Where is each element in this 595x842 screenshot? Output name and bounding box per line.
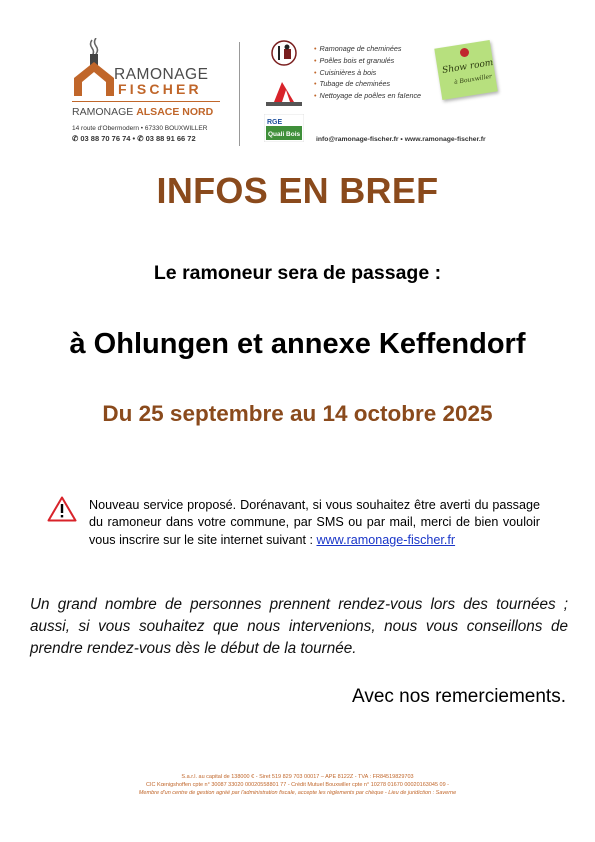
brand-surname: FISCHER [118, 81, 202, 97]
brand-subtitle: RAMONAGE ALSACE NORD [72, 106, 214, 118]
website-link[interactable]: www.ramonage-fischer.fr [316, 532, 456, 547]
contact-info: info@ramonage-fischer.fr • www.ramonage-fischer.fr [316, 136, 486, 143]
company-logo [72, 38, 118, 98]
service-item: • Nettoyage de poêles en faïence [314, 91, 422, 101]
closing-thanks: Avec nos remerciements. [351, 686, 566, 707]
footer-membership-line: Membre d'un centre de gestion agréé par l'administration fiscale, accepte les règlements par chèque - Lieu de juridiction : Saverne [138, 790, 457, 796]
chimney-sweep-badge-icon [264, 40, 304, 66]
info-paragraph: Un grand nombre de personnes prennent rendez-vous lors des tournées ; aussi, si vous souhaitez que nous intervenions, nous vous conseillons de prendre rendez-vous dès le début de la tournée. [30, 596, 568, 657]
locality-heading: à Ohlungen et annexe Keffendorf [69, 328, 526, 360]
company-phones: ✆ 03 88 70 76 74 • ✆ 03 88 91 66 72 [72, 134, 196, 143]
showroom-location: à Bouxwiller [453, 73, 493, 86]
warning-icon [47, 496, 77, 522]
company-address: 14 route d'Obermodern • 67330 BOUXWILLER [72, 125, 208, 132]
date-range: Du 25 septembre au 14 octobre 2025 [102, 401, 493, 426]
page-title: INFOS EN BREF [156, 170, 439, 211]
showroom-label: Show room [441, 58, 495, 76]
footer-bank-line: CIC Kœnigshoffen cpte n° 30087 33020 00020558801 77 - Crédit Mutuel Bouxwiller cpte n° 10278 01670 00020163045 09 - [145, 782, 450, 788]
service-item: • Tubage de cheminées [314, 79, 391, 89]
footer-legal-line: S.a.r.l. au capital de 138000 € - Siret 519 829 703 00017 – APE 8122Z - TVA : FR84519829703 [181, 774, 414, 780]
pin-icon [460, 48, 469, 57]
notice-paragraph: Nouveau service proposé. Dorénavant, si vous souhaitez être averti du passage du ramoneur dans votre commune, par SMS ou par mail, merci de bien vouloir vous inscrire sur le site internet suivant : www.ramonage-fischer.fr [89, 498, 540, 547]
service-item: • Poêles bois et granulés [314, 55, 395, 65]
certification-badge-icon [264, 80, 304, 106]
header-divider [239, 42, 240, 146]
service-item: • Ramonage de cheminées [314, 44, 402, 53]
svg-text:RGE: RGE [267, 119, 283, 126]
rge-qualibois-badge [264, 114, 304, 142]
passage-heading: Le ramoneur sera de passage : [153, 262, 442, 284]
brand-divider [72, 101, 220, 102]
service-item: • Cuisinières à bois [314, 67, 377, 77]
brand-name: RAMONAGE [114, 66, 209, 83]
svg-text:Quali Bois: Quali Bois [268, 131, 301, 138]
services-list [314, 44, 421, 103]
